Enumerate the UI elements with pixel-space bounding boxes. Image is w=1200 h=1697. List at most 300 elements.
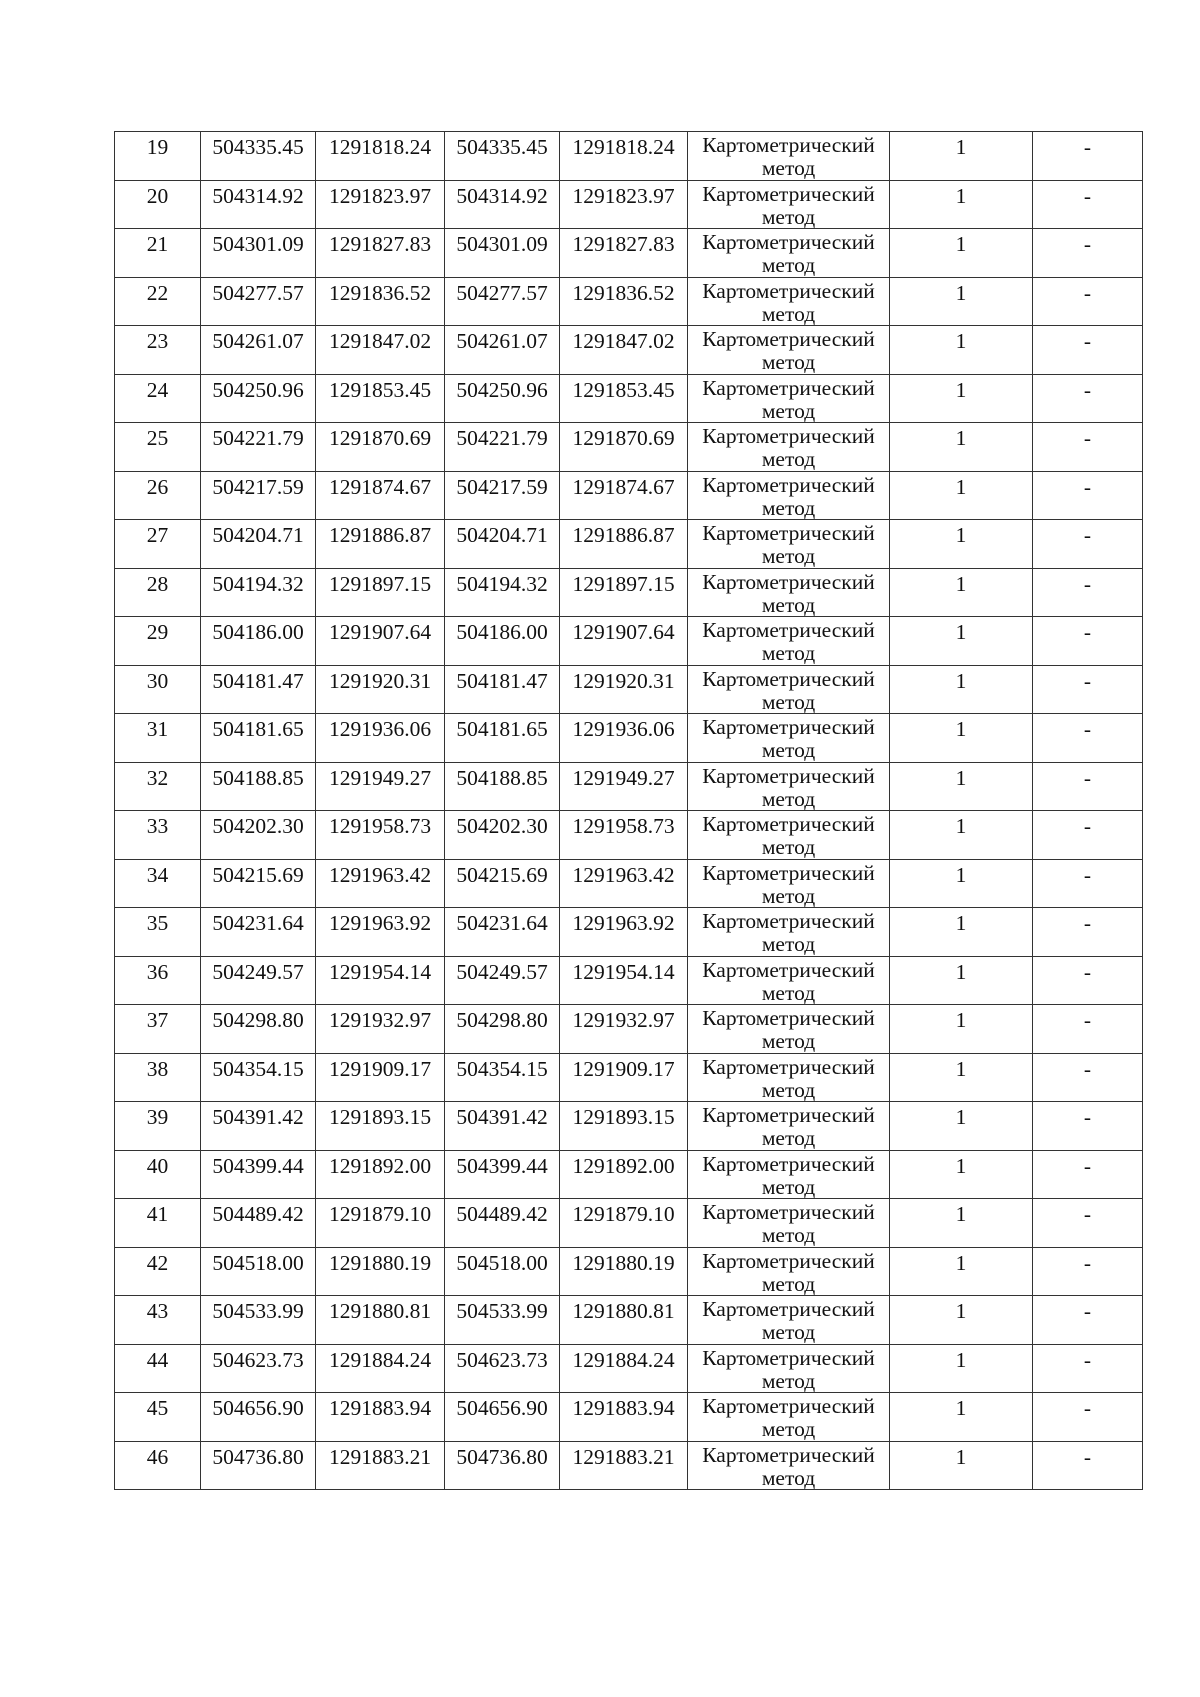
method-text: Картометрический метод <box>702 1054 875 1101</box>
cell-point-number <box>115 277 201 326</box>
description-text: - <box>1083 426 1092 450</box>
description-text: - <box>1083 183 1092 208</box>
cell-point-number <box>115 956 201 1005</box>
cell-method <box>688 811 890 860</box>
x-coordinate-new-text: 504194.32 <box>456 571 548 596</box>
y-coordinate-text: 1291963.42 <box>328 862 432 887</box>
cell-x-coordinate <box>201 811 316 860</box>
cell-description <box>1033 277 1143 326</box>
cell-accuracy <box>890 568 1033 617</box>
cell-y-coordinate-new <box>560 956 688 1005</box>
x-coordinate-text: 504399.44 <box>212 1153 304 1178</box>
accuracy-text: 1 <box>955 1444 967 1469</box>
cell-accuracy <box>890 908 1033 957</box>
method-text: Картометрический метод <box>702 133 875 180</box>
table-row <box>115 1102 1143 1151</box>
cell-x-coordinate-new <box>445 811 560 860</box>
cell-x-coordinate-new <box>445 471 560 520</box>
cell-point-number <box>115 1441 201 1490</box>
x-coordinate-text: 504298.80 <box>212 1008 304 1032</box>
y-coordinate-text: 1291949.27 <box>328 765 432 790</box>
table-row <box>115 568 1143 617</box>
point-number-text: 30 <box>146 668 169 693</box>
cell-accuracy <box>890 1393 1033 1442</box>
point-number-text: 21 <box>146 232 169 256</box>
cell-accuracy <box>890 617 1033 666</box>
cell-x-coordinate <box>201 908 316 957</box>
x-coordinate-text: 504249.57 <box>212 959 304 984</box>
cell-accuracy <box>890 811 1033 860</box>
cell-x-coordinate-new <box>445 1247 560 1296</box>
cell-point-number <box>115 617 201 666</box>
point-number-text: 36 <box>146 959 169 984</box>
cell-y-coordinate-new <box>560 229 688 278</box>
x-coordinate-new-text: 504250.96 <box>456 377 548 402</box>
cell-description <box>1033 1247 1143 1296</box>
cell-x-coordinate <box>201 1393 316 1442</box>
cell-x-coordinate <box>201 1102 316 1151</box>
cell-y-coordinate <box>316 471 445 520</box>
cell-description <box>1033 1150 1143 1199</box>
x-coordinate-text: 504518.00 <box>212 1250 304 1275</box>
cell-method <box>688 762 890 811</box>
point-number-text: 31 <box>146 717 169 741</box>
cell-method <box>688 1247 890 1296</box>
point-number-text: 32 <box>146 765 169 790</box>
cell-method <box>688 229 890 278</box>
description-text: - <box>1083 862 1092 887</box>
x-coordinate-text: 504181.65 <box>212 717 304 741</box>
description-text: - <box>1083 1153 1092 1178</box>
table-row <box>115 956 1143 1005</box>
cell-accuracy <box>890 1053 1033 1102</box>
y-coordinate-text: 1291907.64 <box>328 620 432 644</box>
cell-y-coordinate-new <box>560 811 688 860</box>
accuracy-text: 1 <box>955 1008 967 1032</box>
cell-accuracy <box>890 1441 1033 1490</box>
y-coordinate-new-text: 1291936.06 <box>572 717 675 741</box>
description-text: - <box>1083 1299 1092 1323</box>
cell-y-coordinate <box>316 665 445 714</box>
cell-point-number <box>115 714 201 763</box>
x-coordinate-text: 504261.07 <box>212 329 304 353</box>
method-text: Картометрический метод <box>702 1151 875 1198</box>
cell-method <box>688 374 890 423</box>
description-text: - <box>1083 280 1092 305</box>
x-coordinate-text: 504354.15 <box>212 1056 304 1081</box>
x-coordinate-new-text: 504391.42 <box>456 1105 548 1129</box>
cell-accuracy <box>890 520 1033 569</box>
cell-accuracy <box>890 374 1033 423</box>
method-text: Картометрический метод <box>702 1297 875 1344</box>
x-coordinate-text: 504736.80 <box>212 1444 304 1469</box>
cell-point-number <box>115 520 201 569</box>
cell-accuracy <box>890 859 1033 908</box>
cell-x-coordinate-new <box>445 908 560 957</box>
cell-method <box>688 1199 890 1248</box>
accuracy-text: 1 <box>955 862 967 887</box>
x-coordinate-new-text: 504181.47 <box>456 668 548 693</box>
y-coordinate-text: 1291936.06 <box>328 717 432 741</box>
cell-method <box>688 180 890 229</box>
cell-point-number <box>115 811 201 860</box>
cell-method <box>688 326 890 375</box>
table-row <box>115 1441 1143 1490</box>
point-number-text: 22 <box>146 280 169 305</box>
cell-description <box>1033 908 1143 957</box>
cell-x-coordinate <box>201 1441 316 1490</box>
x-coordinate-new-text: 504335.45 <box>456 135 548 159</box>
cell-y-coordinate-new <box>560 132 688 181</box>
cell-x-coordinate-new <box>445 326 560 375</box>
cell-y-coordinate-new <box>560 1005 688 1054</box>
cell-x-coordinate <box>201 180 316 229</box>
cell-y-coordinate-new <box>560 1199 688 1248</box>
cell-description <box>1033 1441 1143 1490</box>
cell-accuracy <box>890 423 1033 472</box>
cell-y-coordinate <box>316 1053 445 1102</box>
cell-accuracy <box>890 277 1033 326</box>
cell-description <box>1033 423 1143 472</box>
cell-method <box>688 908 890 957</box>
method-text: Картометрический метод <box>702 1103 875 1150</box>
method-text: Картометрический метод <box>702 521 875 568</box>
y-coordinate-new-text: 1291836.52 <box>572 280 675 305</box>
point-number-text: 19 <box>146 135 169 159</box>
point-number-text: 44 <box>146 1347 169 1372</box>
cell-y-coordinate <box>316 714 445 763</box>
table-row <box>115 132 1143 181</box>
cell-y-coordinate <box>316 1150 445 1199</box>
x-coordinate-new-text: 504202.30 <box>456 814 548 838</box>
cell-x-coordinate <box>201 471 316 520</box>
cell-point-number <box>115 132 201 181</box>
point-number-text: 39 <box>146 1105 169 1129</box>
y-coordinate-new-text: 1291870.69 <box>572 426 675 450</box>
y-coordinate-text: 1291954.14 <box>328 959 432 984</box>
method-text: Картометрический метод <box>702 618 875 665</box>
method-text: Картометрический метод <box>702 1394 875 1441</box>
accuracy-text: 1 <box>955 1105 967 1129</box>
description-text: - <box>1083 959 1092 984</box>
table-row <box>115 326 1143 375</box>
description-text: - <box>1083 571 1092 596</box>
x-coordinate-text: 504202.30 <box>212 814 304 838</box>
description-text: - <box>1083 135 1092 159</box>
table-row <box>115 180 1143 229</box>
table-row <box>115 908 1143 957</box>
accuracy-text: 1 <box>955 1153 967 1178</box>
cell-y-coordinate-new <box>560 617 688 666</box>
y-coordinate-text: 1291920.31 <box>328 668 432 693</box>
x-coordinate-text: 504623.73 <box>212 1347 304 1372</box>
cell-x-coordinate <box>201 956 316 1005</box>
cell-x-coordinate <box>201 277 316 326</box>
cell-accuracy <box>890 665 1033 714</box>
x-coordinate-text: 504301.09 <box>212 232 304 256</box>
table-row <box>115 1393 1143 1442</box>
point-number-text: 26 <box>146 474 169 499</box>
y-coordinate-new-text: 1291874.67 <box>572 474 675 499</box>
y-coordinate-text: 1291874.67 <box>328 474 432 499</box>
cell-description <box>1033 1102 1143 1151</box>
method-text: Картометрический метод <box>702 957 875 1004</box>
cell-description <box>1033 1005 1143 1054</box>
cell-y-coordinate-new <box>560 471 688 520</box>
accuracy-text: 1 <box>955 959 967 984</box>
accuracy-text: 1 <box>955 474 967 499</box>
cell-x-coordinate-new <box>445 762 560 811</box>
cell-x-coordinate-new <box>445 1005 560 1054</box>
y-coordinate-new-text: 1291958.73 <box>572 814 675 838</box>
description-text: - <box>1083 1105 1092 1129</box>
x-coordinate-text: 504277.57 <box>212 280 304 305</box>
x-coordinate-new-text: 504489.42 <box>456 1202 548 1226</box>
cell-x-coordinate <box>201 326 316 375</box>
x-coordinate-new-text: 504656.90 <box>456 1396 548 1420</box>
y-coordinate-text: 1291909.17 <box>328 1056 432 1081</box>
x-coordinate-text: 504335.45 <box>212 135 304 159</box>
x-coordinate-new-text: 504623.73 <box>456 1347 548 1372</box>
x-coordinate-new-text: 504249.57 <box>456 959 548 984</box>
description-text: - <box>1083 1008 1092 1032</box>
x-coordinate-text: 504489.42 <box>212 1202 304 1226</box>
x-coordinate-text: 504221.79 <box>212 426 304 450</box>
cell-x-coordinate <box>201 520 316 569</box>
cell-y-coordinate <box>316 520 445 569</box>
cell-x-coordinate-new <box>445 132 560 181</box>
cell-point-number <box>115 326 201 375</box>
y-coordinate-new-text: 1291897.15 <box>572 571 675 596</box>
table-row <box>115 374 1143 423</box>
cell-y-coordinate <box>316 1393 445 1442</box>
y-coordinate-new-text: 1291909.17 <box>572 1056 675 1081</box>
x-coordinate-new-text: 504736.80 <box>456 1444 548 1469</box>
accuracy-text: 1 <box>955 280 967 305</box>
table-row <box>115 423 1143 472</box>
cell-description <box>1033 326 1143 375</box>
point-number-text: 23 <box>146 329 169 353</box>
cell-x-coordinate <box>201 1199 316 1248</box>
y-coordinate-text: 1291847.02 <box>328 329 432 353</box>
table-row <box>115 1199 1143 1248</box>
table-row <box>115 277 1143 326</box>
accuracy-text: 1 <box>955 1202 967 1226</box>
cell-method <box>688 1393 890 1442</box>
x-coordinate-new-text: 504298.80 <box>456 1008 548 1032</box>
cell-y-coordinate-new <box>560 520 688 569</box>
y-coordinate-new-text: 1291884.24 <box>572 1347 675 1372</box>
cell-point-number <box>115 568 201 617</box>
x-coordinate-new-text: 504186.00 <box>456 620 548 644</box>
accuracy-text: 1 <box>955 1056 967 1081</box>
cell-y-coordinate <box>316 811 445 860</box>
cell-accuracy <box>890 229 1033 278</box>
cell-method <box>688 568 890 617</box>
cell-x-coordinate <box>201 1247 316 1296</box>
cell-description <box>1033 180 1143 229</box>
y-coordinate-new-text: 1291920.31 <box>572 668 675 693</box>
cell-y-coordinate <box>316 1344 445 1393</box>
cell-x-coordinate <box>201 1005 316 1054</box>
cell-x-coordinate <box>201 1053 316 1102</box>
cell-y-coordinate <box>316 423 445 472</box>
accuracy-text: 1 <box>955 232 967 256</box>
cell-point-number <box>115 374 201 423</box>
point-number-text: 20 <box>146 183 169 208</box>
x-coordinate-new-text: 504354.15 <box>456 1056 548 1081</box>
description-text: - <box>1083 329 1092 353</box>
x-coordinate-text: 504314.92 <box>212 183 304 208</box>
table-row <box>115 1247 1143 1296</box>
cell-x-coordinate-new <box>445 956 560 1005</box>
cell-point-number <box>115 859 201 908</box>
y-coordinate-new-text: 1291963.42 <box>572 862 675 887</box>
cell-x-coordinate <box>201 1150 316 1199</box>
cell-y-coordinate <box>316 132 445 181</box>
cell-y-coordinate-new <box>560 568 688 617</box>
cell-y-coordinate <box>316 859 445 908</box>
cell-description <box>1033 1344 1143 1393</box>
cell-y-coordinate-new <box>560 859 688 908</box>
x-coordinate-new-text: 504221.79 <box>456 426 548 450</box>
cell-y-coordinate-new <box>560 1344 688 1393</box>
cell-accuracy <box>890 132 1033 181</box>
cell-description <box>1033 229 1143 278</box>
cell-y-coordinate-new <box>560 1053 688 1102</box>
cell-y-coordinate <box>316 762 445 811</box>
cell-point-number <box>115 471 201 520</box>
x-coordinate-text: 504656.90 <box>212 1396 304 1420</box>
cell-accuracy <box>890 180 1033 229</box>
table-row <box>115 520 1143 569</box>
y-coordinate-new-text: 1291818.24 <box>572 135 675 159</box>
table-row <box>115 811 1143 860</box>
method-text: Картометрический метод <box>702 909 875 956</box>
cell-description <box>1033 665 1143 714</box>
description-text: - <box>1083 232 1092 256</box>
accuracy-text: 1 <box>955 717 967 741</box>
cell-description <box>1033 617 1143 666</box>
y-coordinate-text: 1291880.81 <box>328 1299 432 1323</box>
point-number-text: 29 <box>146 620 169 644</box>
accuracy-text: 1 <box>955 426 967 450</box>
y-coordinate-new-text: 1291883.21 <box>572 1444 675 1469</box>
point-number-text: 27 <box>146 523 169 547</box>
coordinates-table <box>114 131 1143 1490</box>
x-coordinate-text: 504215.69 <box>212 862 304 887</box>
x-coordinate-new-text: 504231.64 <box>456 911 548 935</box>
cell-point-number <box>115 1150 201 1199</box>
y-coordinate-text: 1291883.21 <box>328 1444 432 1469</box>
cell-point-number <box>115 1296 201 1345</box>
x-coordinate-new-text: 504301.09 <box>456 232 548 256</box>
y-coordinate-new-text: 1291907.64 <box>572 620 675 644</box>
cell-point-number <box>115 423 201 472</box>
description-text: - <box>1083 814 1092 838</box>
cell-x-coordinate <box>201 762 316 811</box>
cell-point-number <box>115 1005 201 1054</box>
cell-y-coordinate <box>316 229 445 278</box>
y-coordinate-text: 1291883.94 <box>328 1396 432 1420</box>
accuracy-text: 1 <box>955 911 967 935</box>
accuracy-text: 1 <box>955 814 967 838</box>
point-number-text: 38 <box>146 1056 169 1081</box>
cell-point-number <box>115 1102 201 1151</box>
y-coordinate-new-text: 1291823.97 <box>572 183 675 208</box>
point-number-text: 40 <box>146 1153 169 1178</box>
cell-x-coordinate <box>201 229 316 278</box>
x-coordinate-new-text: 504215.69 <box>456 862 548 887</box>
cell-point-number <box>115 908 201 957</box>
description-text: - <box>1083 765 1092 790</box>
cell-accuracy <box>890 1296 1033 1345</box>
cell-method <box>688 132 890 181</box>
cell-y-coordinate <box>316 374 445 423</box>
description-text: - <box>1083 1250 1092 1275</box>
cell-description <box>1033 762 1143 811</box>
y-coordinate-text: 1291827.83 <box>328 232 432 256</box>
accuracy-text: 1 <box>955 135 967 159</box>
accuracy-text: 1 <box>955 329 967 353</box>
y-coordinate-text: 1291823.97 <box>328 183 432 208</box>
cell-description <box>1033 714 1143 763</box>
cell-y-coordinate-new <box>560 1296 688 1345</box>
table-row <box>115 1150 1143 1199</box>
method-text: Картометрический метод <box>702 569 875 616</box>
method-text: Картометрический метод <box>702 230 875 277</box>
cell-y-coordinate <box>316 1441 445 1490</box>
y-coordinate-text: 1291870.69 <box>328 426 432 450</box>
cell-point-number <box>115 1053 201 1102</box>
description-text: - <box>1083 620 1092 644</box>
accuracy-text: 1 <box>955 620 967 644</box>
method-text: Картометрический метод <box>702 181 875 228</box>
point-number-text: 41 <box>146 1202 169 1226</box>
cell-method <box>688 617 890 666</box>
cell-x-coordinate <box>201 714 316 763</box>
y-coordinate-text: 1291932.97 <box>328 1008 432 1032</box>
cell-description <box>1033 568 1143 617</box>
y-coordinate-text: 1291963.92 <box>328 911 432 935</box>
cell-x-coordinate <box>201 374 316 423</box>
method-text: Картометрический метод <box>702 424 875 471</box>
cell-x-coordinate <box>201 423 316 472</box>
y-coordinate-text: 1291892.00 <box>328 1153 432 1178</box>
description-text: - <box>1083 523 1092 547</box>
y-coordinate-new-text: 1291892.00 <box>572 1153 675 1178</box>
description-text: - <box>1083 668 1092 693</box>
method-text: Картометрический метод <box>702 1248 875 1295</box>
y-coordinate-new-text: 1291847.02 <box>572 329 675 353</box>
table-row <box>115 1344 1143 1393</box>
y-coordinate-new-text: 1291886.87 <box>572 523 675 547</box>
cell-method <box>688 1053 890 1102</box>
table-row <box>115 471 1143 520</box>
cell-y-coordinate-new <box>560 1247 688 1296</box>
cell-y-coordinate-new <box>560 1441 688 1490</box>
cell-accuracy <box>890 326 1033 375</box>
cell-x-coordinate-new <box>445 1199 560 1248</box>
accuracy-text: 1 <box>955 523 967 547</box>
table-row <box>115 1296 1143 1345</box>
cell-method <box>688 423 890 472</box>
method-text: Картометрический метод <box>702 1006 875 1053</box>
y-coordinate-text: 1291884.24 <box>328 1347 432 1372</box>
x-coordinate-new-text: 504518.00 <box>456 1250 548 1275</box>
y-coordinate-text: 1291818.24 <box>328 135 432 159</box>
point-number-text: 33 <box>146 814 169 838</box>
